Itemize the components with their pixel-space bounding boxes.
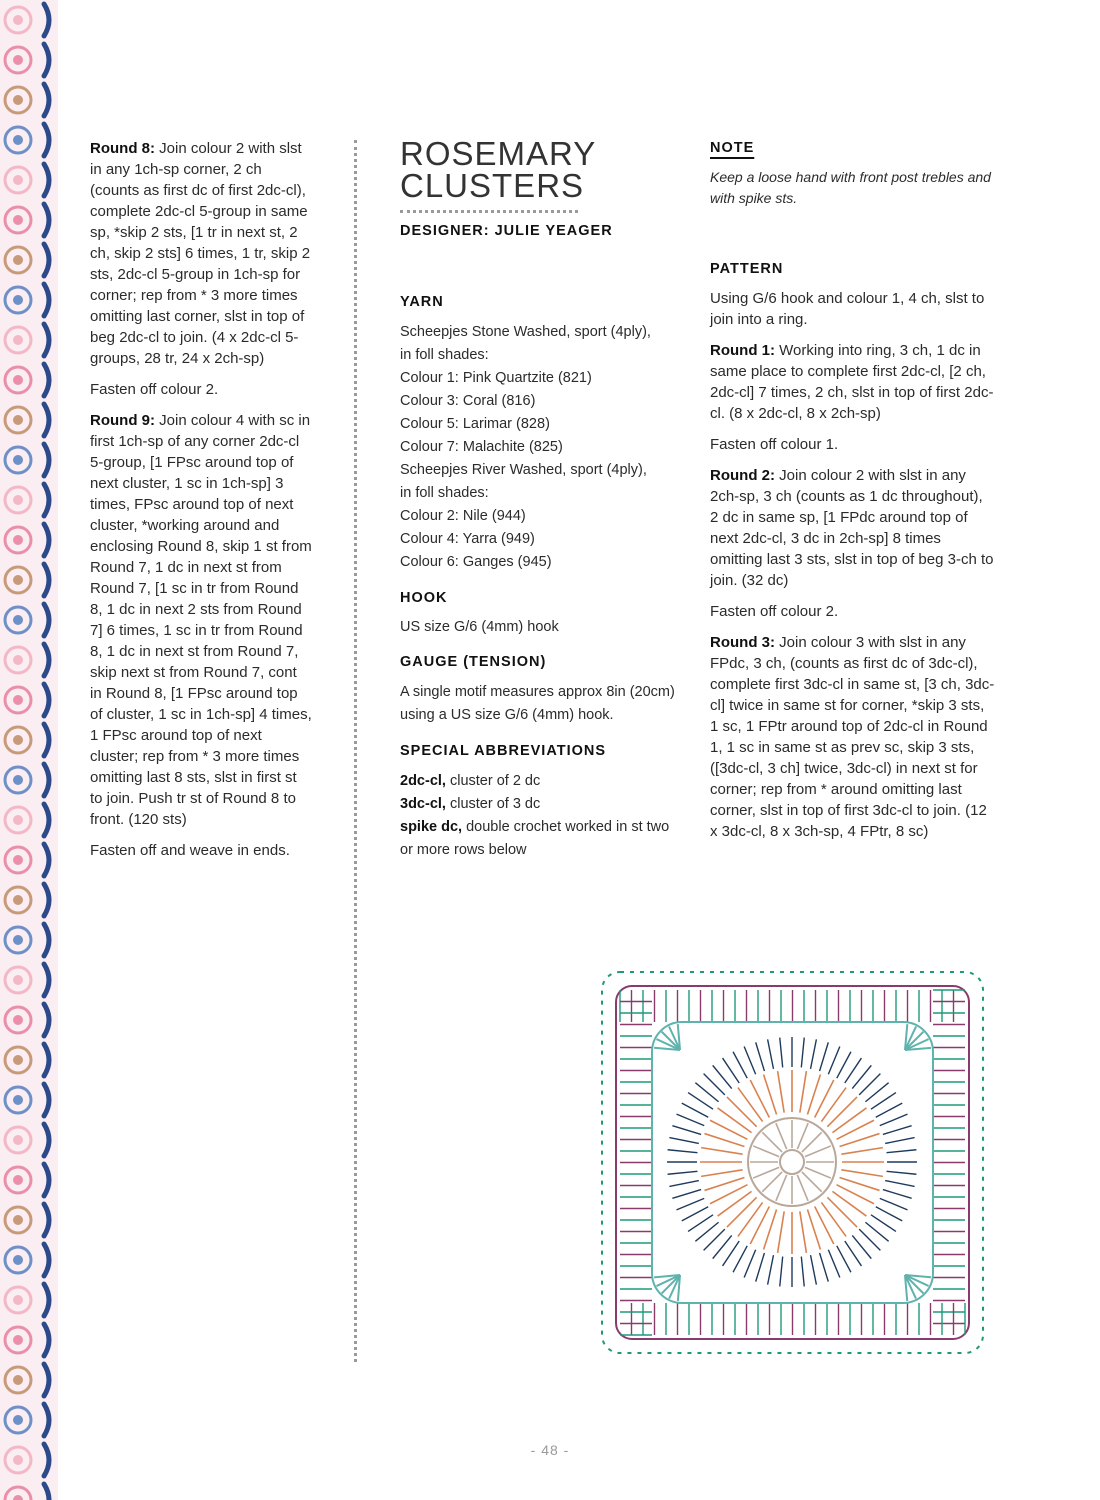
border-medallion-center: [13, 55, 23, 65]
decorative-border: [0, 0, 58, 1500]
chart-stitch-ring: [802, 1172, 822, 1192]
chart-corner-cluster: [905, 1275, 923, 1293]
border-medallion-center: [13, 1175, 23, 1185]
yarn-line: Scheepjes Stone Washed, sport (4ply),: [400, 324, 651, 340]
border-medallion-center: [13, 255, 23, 265]
round-3-label: Round 3:: [710, 634, 775, 651]
hook-heading: HOOK: [400, 590, 448, 606]
abbreviation-item: [400, 793, 675, 816]
note-heading: NOTE: [710, 140, 755, 156]
round-1-text: Working into ring, 3 ch, 1 dc in same place to complete first 2dc-cl, [2 ch, 2dc-cl] 7 times, 2 ch, slst in top of first 2dc-cl. (8 x 2dc-cl, 8 x 2ch-sp): [710, 342, 994, 422]
chart-stitch-orange: [718, 1191, 752, 1216]
chart-stitch-navy: [871, 1215, 896, 1232]
round-2-label: Round 2:: [710, 467, 775, 484]
chart-stitch-navy: [883, 1190, 912, 1199]
chart-stitch-ring: [797, 1175, 808, 1201]
border-medallion-center: [13, 775, 23, 785]
chart-stitch-navy: [768, 1255, 774, 1284]
chart-stitch-orange: [701, 1170, 742, 1177]
border-medallion-center: [13, 95, 23, 105]
chart-stitch-navy: [723, 1241, 740, 1266]
yarn-list: [400, 321, 675, 574]
chart-stitch-navy: [780, 1038, 783, 1068]
border-medallion-center: [13, 975, 23, 985]
yarn-line: Colour 5: Larimar (828): [400, 416, 550, 432]
border-medallion-center: [13, 1135, 23, 1145]
border-medallion-center: [13, 215, 23, 225]
border-medallion-center: [13, 295, 23, 305]
chart-stitch-navy: [756, 1253, 765, 1282]
abbreviations-list: [400, 770, 675, 862]
chart-stitch-navy: [811, 1255, 817, 1284]
border-medallion-center: [13, 1415, 23, 1425]
border-medallion-center: [13, 1095, 23, 1105]
round-8-text: Join colour 2 with slst in any 1ch-sp corner, 2 ch (counts as first dc of first 2dc-cl), complete 2dc-cl 5-group in same sp, *skip 2 sts, [1 tr in next st, 2 ch, skip 2 sts] 6 times, 1 tr, skip 2 sts, 2dc-cl 5-group in 1ch-sp for corner; rep from * 3 more times omitting last corner, slst in top of beg 2dc-cl to join. (4 x 2dc-cl 5-groups, 28 tr, 24 x 2ch-sp): [90, 140, 311, 367]
chart-stitch-ring: [762, 1132, 782, 1152]
chart-outer-round: [602, 972, 983, 1353]
chart-stitch-navy: [828, 1250, 839, 1278]
chart-stitch-orange: [738, 1088, 763, 1122]
chart-stitch-ring: [776, 1123, 787, 1149]
chart-stitch-navy: [876, 1103, 902, 1117]
border-medallion-center: [13, 695, 23, 705]
round-3-text: Join colour 3 with slst in any FPdc, 3 ch, (counts as first dc of 3dc-cl), complete first 3dc-cl in same st, [3 ch, 3dc-cl] twice in same st for corner, *skip 3 sts, 1 sc, 1 FPtr around top of 2dc-cl in Round 1, 1 sc in same st as prev sc, skip 3 sts, ([3dc-cl, 3 ch] twice, 3dc-cl) in next st for corner; rep from * around omitting last corner, slst in top of first 3dc-cl to join. (12 x 3dc-cl, 8 x 3ch-sp, 4 FPtr, 8 sc): [710, 634, 995, 840]
chart-stitch-navy: [876, 1207, 902, 1221]
hook-section: [400, 588, 675, 638]
border-medallion-center: [13, 175, 23, 185]
crochet-chart-diagram: [590, 960, 995, 1365]
yarn-line: Colour 4: Yarra (949): [400, 531, 535, 547]
chart-stitch-orange: [727, 1097, 757, 1127]
chart-stitch-navy: [885, 1181, 914, 1187]
abbreviation-def: double crochet worked in st two or more rows below: [400, 819, 670, 858]
abbreviation-def: cluster of 2 dc: [445, 773, 541, 789]
border-medallion-center: [13, 1335, 23, 1345]
pattern-intro: Using G/6 hook and colour 1, 4 ch, slst to join into a ring.: [710, 290, 985, 328]
yarn-section: [400, 292, 675, 574]
fasten-off-final: Fasten off and weave in ends.: [90, 842, 290, 859]
round-1-paragraph: [710, 340, 995, 424]
column-middle: [400, 135, 675, 876]
gauge-heading: GAUGE (TENSION): [400, 654, 547, 670]
abbreviation-def: cluster of 3 dc: [445, 796, 541, 812]
chart-stitch-navy: [880, 1198, 908, 1209]
pattern-heading: PATTERN: [710, 261, 784, 277]
border-medallion-center: [13, 135, 23, 145]
chart-stitch-navy: [682, 1207, 708, 1221]
border-medallion-center: [13, 1215, 23, 1225]
chart-stitch-ring: [762, 1172, 782, 1192]
border-medallion-center: [13, 1015, 23, 1025]
round-1-label: Round 1:: [710, 342, 775, 359]
round-3-paragraph: [710, 632, 995, 842]
chart-stitch-ring: [753, 1146, 779, 1157]
chart-stitch-navy: [820, 1253, 829, 1282]
round-2-paragraph: [710, 465, 995, 591]
chart-stitch-ring: [802, 1132, 822, 1152]
abbreviations-heading: SPECIAL ABBREVIATIONS: [400, 743, 607, 759]
yarn-line: Colour 2: Nile (944): [400, 508, 526, 524]
chart-stitch-orange: [841, 1148, 882, 1155]
gauge-section: [400, 652, 675, 727]
chart-stitch-orange: [821, 1202, 846, 1236]
chart-stitch-orange: [800, 1071, 807, 1112]
border-medallion-center: [13, 615, 23, 625]
title-dotted-rule: [400, 210, 578, 213]
chart-stitch-navy: [688, 1215, 713, 1232]
column-divider: [354, 140, 357, 1362]
chart-stitch-orange: [718, 1108, 752, 1133]
abbreviation-term: 2dc-cl,: [400, 773, 446, 789]
chart-stitch-navy: [677, 1114, 705, 1125]
designer-credit: DESIGNER: JULIE YEAGER: [400, 223, 613, 239]
fasten-off-colour-1: Fasten off colour 1.: [710, 436, 839, 453]
chart-stitch-orange: [821, 1088, 846, 1122]
chart-stitch-navy: [668, 1171, 698, 1174]
chart-stitch-navy: [837, 1246, 851, 1272]
chart-stitch-navy: [677, 1198, 705, 1209]
border-medallion-center: [13, 855, 23, 865]
chart-stitch-navy: [669, 1138, 698, 1144]
chart-stitch-ring: [753, 1167, 779, 1178]
chart-stitch-navy: [828, 1047, 839, 1075]
round-9-paragraph: [90, 410, 312, 830]
abbreviation-term: spike dc,: [400, 819, 463, 835]
chart-stitch-orange: [841, 1170, 882, 1177]
chart-stitch-navy: [669, 1181, 698, 1187]
yarn-line: in foll shades:: [400, 485, 489, 501]
border-medallion-center: [13, 1375, 23, 1385]
chart-stitch-ring: [805, 1146, 831, 1157]
column-right: [710, 138, 995, 852]
yarn-line: Colour 6: Ganges (945): [400, 554, 552, 570]
chart-stitch-navy: [780, 1257, 783, 1287]
chart-stitch-navy: [668, 1150, 698, 1153]
border-medallion-center: [13, 455, 23, 465]
yarn-line: Colour 1: Pink Quartzite (821): [400, 370, 592, 386]
abbreviations-section: [400, 741, 675, 862]
border-medallion-center: [13, 1255, 23, 1265]
chart-stitch-navy: [744, 1047, 755, 1075]
border-medallion-center: [13, 375, 23, 385]
chart-stitch-navy: [837, 1052, 851, 1078]
border-medallion-center: [13, 895, 23, 905]
chart-stitch-orange: [827, 1197, 857, 1227]
chart-stitch-navy: [672, 1190, 701, 1199]
chart-stitch-ring: [805, 1167, 831, 1178]
border-medallion-center: [13, 15, 23, 25]
border-medallion-center: [13, 535, 23, 545]
border-medallion-center: [13, 735, 23, 745]
chart-stitch-orange: [800, 1211, 807, 1252]
chart-stitch-navy: [887, 1150, 917, 1153]
chart-stitch-navy: [845, 1058, 862, 1083]
chart-stitch-navy: [871, 1093, 896, 1110]
border-medallion-center: [13, 815, 23, 825]
round-9-label: Round 9:: [90, 412, 155, 429]
chart-stitch-orange: [778, 1071, 785, 1112]
chart-stitch-navy: [768, 1039, 774, 1068]
pattern-title: ROSEMARY CLUSTERS: [400, 135, 597, 204]
border-medallion-center: [13, 655, 23, 665]
chart-stitch-orange: [832, 1191, 866, 1216]
chart-stitch-navy: [733, 1246, 747, 1272]
border-medallion-center: [13, 575, 23, 585]
hook-text: US size G/6 (4mm) hook: [400, 619, 559, 635]
chart-stitch-navy: [820, 1042, 829, 1071]
chart-stitch-orange: [701, 1148, 742, 1155]
chart-corner-cluster: [662, 1275, 680, 1293]
chart-stitch-orange: [832, 1108, 866, 1133]
yarn-line: Scheepjes River Washed, sport (4ply),: [400, 462, 647, 478]
note-text: Keep a loose hand with front post trebles and with spike sts.: [710, 169, 991, 206]
gauge-text: A single motif measures approx 8in (20cm) using a US size G/6 (4mm) hook.: [400, 684, 675, 723]
chart-stitch-orange: [827, 1097, 857, 1127]
column-left: [90, 138, 312, 871]
chart-stitch-navy: [845, 1241, 862, 1266]
border-medallion-center: [13, 495, 23, 505]
chart-stitch-navy: [688, 1093, 713, 1110]
chart-stitch-navy: [880, 1114, 908, 1125]
chart-stitch-navy: [723, 1058, 740, 1083]
page-number: - 48 -: [530, 1442, 570, 1458]
round-8-paragraph: [90, 138, 312, 369]
border-medallion-center: [13, 415, 23, 425]
round-2-text: Join colour 2 with slst in any 2ch-sp, 3 ch (counts as 1 dc throughout), 2 dc in same sp, [1 FPdc around top of next 2dc-cl, 3 dc in 2ch-sp] 8 times omitting last 3 sts, slst in top of beg 3-ch to join. (32 dc): [710, 467, 994, 589]
chart-corner-cluster: [662, 1032, 680, 1050]
chart-center-ring: [780, 1150, 804, 1174]
chart-stitch-navy: [885, 1138, 914, 1144]
abbreviation-item: [400, 770, 675, 793]
abbreviation-item: [400, 816, 675, 862]
chart-stitch-navy: [883, 1126, 912, 1135]
border-medallion-center: [13, 335, 23, 345]
chart-stitch-navy: [801, 1257, 804, 1287]
border-medallion-center: [13, 1055, 23, 1065]
chart-stitch-orange: [727, 1197, 757, 1227]
chart-stitch-navy: [756, 1042, 765, 1071]
chart-stitch-ring: [776, 1175, 787, 1201]
chart-corner-cluster: [905, 1032, 923, 1050]
chart-stitch-navy: [733, 1052, 747, 1078]
chart-stitch-orange: [738, 1202, 763, 1236]
chart-stitch-ring: [797, 1123, 808, 1149]
round-8-label: Round 8:: [90, 140, 155, 157]
abbreviation-term: 3dc-cl,: [400, 796, 446, 812]
yarn-line: Colour 7: Malachite (825): [400, 439, 563, 455]
fasten-off-colour-2: Fasten off colour 2.: [710, 603, 839, 620]
yarn-heading: YARN: [400, 294, 444, 310]
chart-stitch-navy: [811, 1039, 817, 1068]
border-medallion-center: [13, 1295, 23, 1305]
round-9-text: Join colour 4 with sc in first 1ch-sp of any corner 2dc-cl 5-group, [1 FPsc around top of next cluster, 1 sc in 1ch-sp] 3 times, FPsc around top of next cluster, *working around and enclosing Round 8, skip 1 st from Round 7, 1 dc in next st from Round 7, [1 sc in tr from Round 8, 1 dc in next 2 sts from Round 7] 6 times, 1 sc in tr from Round 8, 1 dc in next st from Round 7, skip next st from Round 7, cont in Round 8, [1 FPsc around top of cluster, 1 sc in 1ch-sp] 4 times, 1 FPsc around top of next cluster; rep from * 3 more times omitting last 8 sts, slst in first st to join. Push tr st of Round 8 to front. (120 sts): [90, 412, 312, 828]
chart-stitch-navy: [744, 1250, 755, 1278]
yarn-line: Colour 3: Coral (816): [400, 393, 536, 409]
chart-stitch-orange: [778, 1211, 785, 1252]
border-medallion-center: [13, 935, 23, 945]
chart-stitch-navy: [682, 1103, 708, 1117]
yarn-line: in foll shades:: [400, 347, 489, 363]
fasten-off-colour-2: Fasten off colour 2.: [90, 381, 219, 398]
chart-stitch-navy: [801, 1038, 804, 1068]
chart-stitch-navy: [672, 1126, 701, 1135]
chart-stitch-navy: [887, 1171, 917, 1174]
